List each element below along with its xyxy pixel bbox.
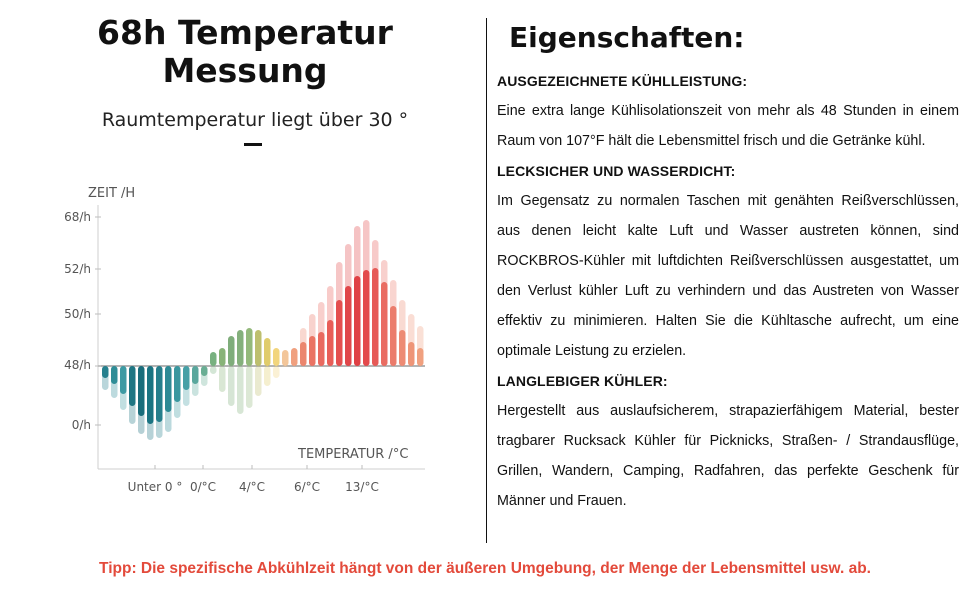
x-tick-3: 6/°C: [293, 480, 321, 494]
bar-main-7: [165, 366, 172, 412]
bar-light-13: [219, 366, 226, 392]
bar-main-4: [138, 366, 145, 416]
bar-main-14: [228, 336, 235, 366]
dash-decoration: [244, 143, 262, 146]
bar-main-27: [345, 286, 352, 366]
bar-main-12: [210, 352, 217, 366]
left-subtitle: Raumtemperatur liegt über 30 °: [101, 109, 409, 131]
bar-light-20: [282, 366, 289, 367]
bar-main-35: [417, 348, 424, 366]
bar-light-15: [237, 366, 244, 414]
bar-main-31: [381, 282, 388, 366]
properties-panel: [497, 18, 959, 516]
section-cooling: [497, 66, 959, 156]
y-tick-0: 68/h: [64, 210, 91, 224]
x-tick-0: Unter 0 °: [127, 480, 183, 494]
left-title-line1: 68h Temperatur: [97, 13, 393, 52]
bar-main-25: [327, 320, 334, 366]
bar-main-13: [219, 348, 226, 366]
x-tick-2: 4/°C: [238, 480, 266, 494]
bar-main-23: [309, 336, 316, 366]
y-tick-1: 52/h: [64, 262, 91, 276]
left-title-line2: Messung: [162, 51, 328, 90]
bar-main-15: [237, 330, 244, 366]
bar-main-28: [354, 276, 361, 366]
bar-main-32: [390, 306, 397, 366]
properties-title: Eigenschaften:: [509, 21, 745, 54]
bar-light-19: [273, 366, 280, 378]
x-axis-title: TEMPERATUR /°C: [298, 447, 409, 462]
bar-main-11: [201, 366, 208, 376]
section-durable: [497, 366, 959, 516]
bar-main-9: [183, 366, 190, 390]
section-leakproof: [497, 156, 959, 366]
bar-main-20: [282, 350, 289, 366]
tip-text: Tipp: Die spezifische Abkühlzeit hängt von der äußeren Umgebung, der Menge der Lebensmittel usw. ab.: [99, 560, 871, 577]
bars-main-series: [102, 268, 424, 424]
bar-main-8: [174, 366, 181, 402]
x-tick-1: 0/°C: [189, 480, 217, 494]
section-body: Im Gegensatz zu normalen Taschen mit genähten Reißverschlüssen, aus denen leicht kalte Luft und Wasser austreten können, sind ROCKBROS-Kühler mit luftdichten Reißverschlüssen ausgestattet, um den Verlust kühler Luft zu verhindern und das Austreten von Wasser effektiv zu minimieren. Halten Sie die Kühltasche aufrecht, um eine optimale Leistung zu erzielen.: [497, 193, 959, 359]
bar-main-18: [264, 338, 271, 366]
bar-main-33: [399, 330, 406, 366]
y-axis-title: ZEIT /H: [88, 186, 136, 201]
bar-light-16: [246, 366, 253, 408]
bar-light-12: [210, 366, 217, 374]
divider: [486, 18, 487, 543]
bar-main-5: [147, 366, 154, 424]
bar-main-17: [255, 330, 262, 366]
y-tick-3: 48/h: [64, 358, 91, 372]
section-body: Eine extra lange Kühlisolationszeit von mehr als 48 Stunden in einem Raum von 107°F hält die Lebensmittel frisch und die Getränke kühl.: [497, 103, 959, 149]
bar-main-16: [246, 328, 253, 366]
left-title: [60, 14, 430, 90]
bar-main-22: [300, 342, 307, 366]
section-body: Hergestellt aus auslaufsicherem, strapazierfähigem Material, bester tragbarer Rucksack Kühler für Picknicks, Straßen- / Strandausflüge, Grillen, Wandern, Camping, Radfahren, das perfekte Geschenk für Männer und Frauen.: [497, 403, 959, 509]
bar-main-34: [408, 342, 415, 366]
bar-main-19: [273, 348, 280, 366]
bar-main-2: [120, 366, 127, 394]
bar-main-3: [129, 366, 136, 406]
section-heading: LANGLEBIGER KÜHLER:: [497, 373, 668, 389]
bar-main-0: [102, 366, 109, 378]
bar-main-10: [192, 366, 199, 384]
bar-main-6: [156, 366, 163, 422]
bar-light-14: [228, 366, 235, 406]
bar-main-26: [336, 300, 343, 366]
y-tick-4: 0/h: [71, 418, 91, 432]
bar-main-24: [318, 332, 325, 366]
y-tick-2: 50/h: [64, 307, 91, 321]
x-tick-4: 13/°C: [345, 480, 379, 494]
temperature-chart: [55, 175, 445, 505]
bar-main-1: [111, 366, 118, 384]
bar-main-29: [363, 270, 370, 366]
bar-light-18: [264, 366, 271, 386]
bar-main-30: [372, 268, 379, 366]
bar-light-17: [255, 366, 262, 396]
section-heading: AUSGEZEICHNETE KÜHLLEISTUNG:: [497, 73, 748, 89]
bar-main-21: [291, 348, 298, 366]
section-heading: LECKSICHER UND WASSERDICHT:: [497, 163, 736, 179]
